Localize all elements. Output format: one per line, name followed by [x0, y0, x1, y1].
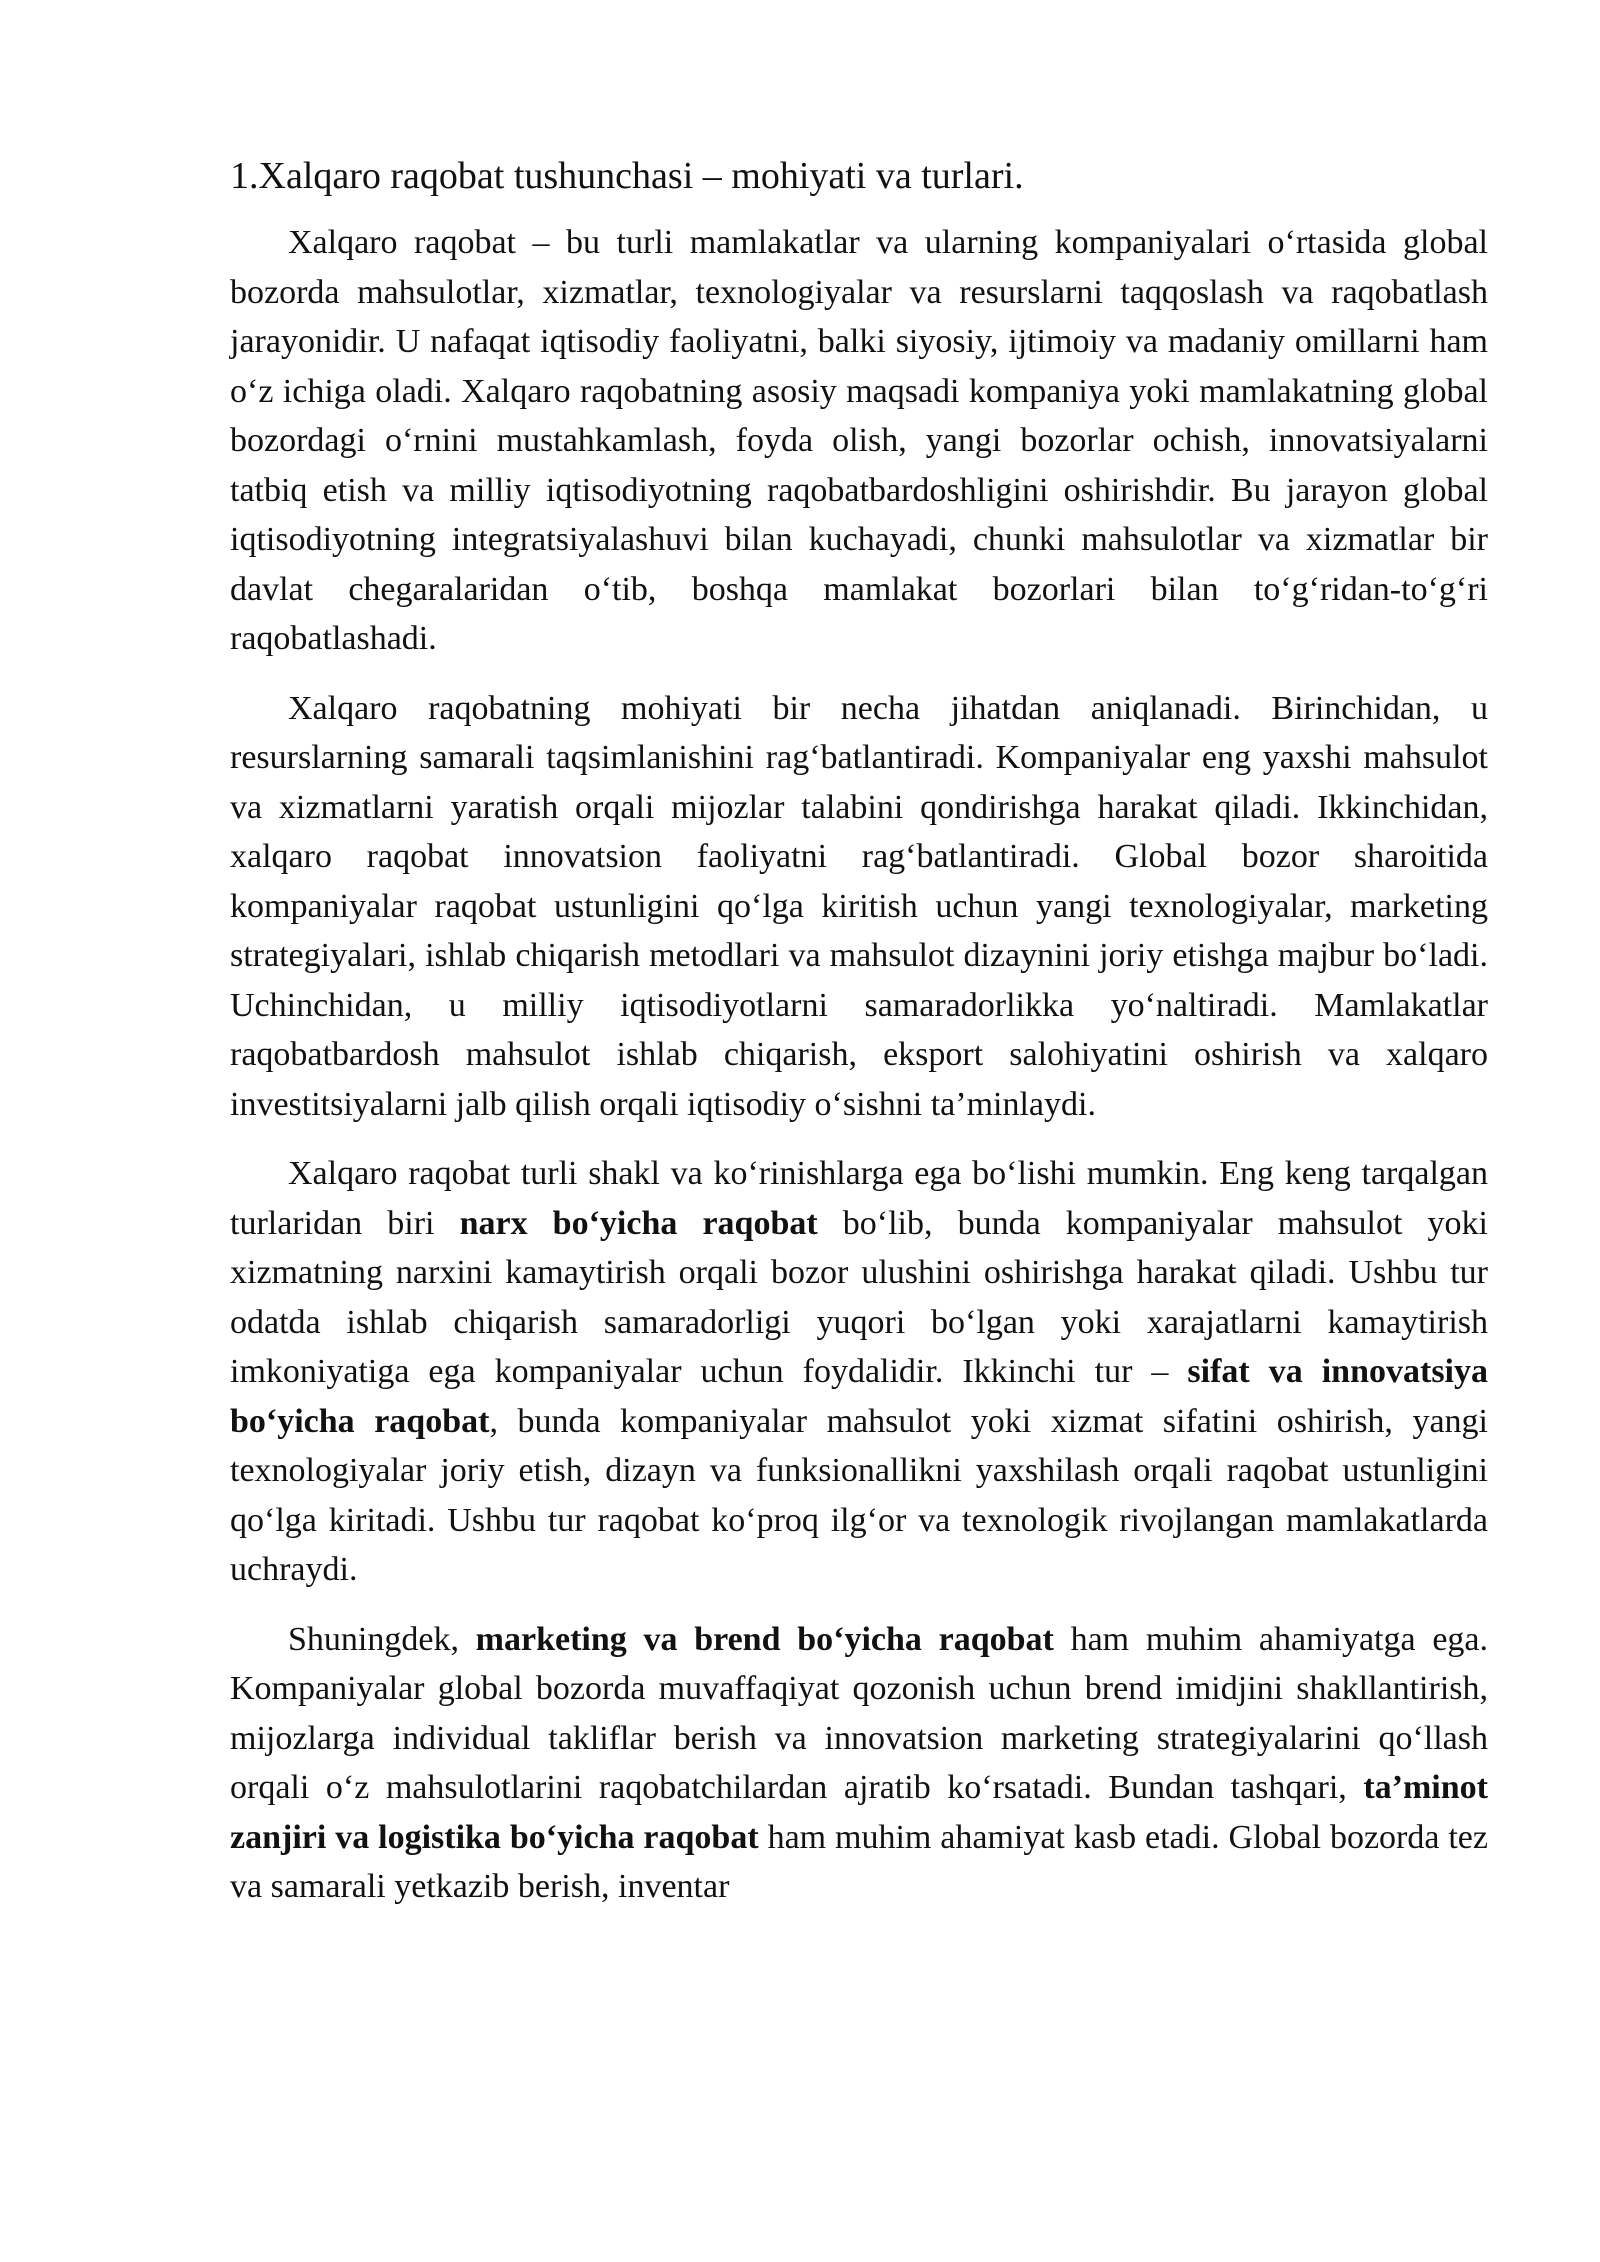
paragraph-types	[230, 1149, 1488, 1595]
term-supply-chain-competition: ta’minot zanjiri va logistika bo‘yicha raqobat	[230, 1769, 1488, 1856]
text-run: Xalqaro raqobat turli shakl va ko‘rinishlarga ega bo‘lishi mumkin. Eng keng tarqalgan turlaridan biri	[230, 1155, 1488, 1242]
text-run: bo‘lib, bunda kompaniyalar mahsulot yoki xizmatning narxini kamaytirish orqali bozor ulushini oshirishga harakat qiladi. Ushbu tur odatda ishlab chiqarish samaradorligi yuqori bo‘lgan yoki xarajatlarni kamaytirish imkoniyatiga ega kompaniyalar uchun foydalidir. Ikkinchi tur –	[230, 1204, 1488, 1390]
paragraph-essence: Xalqaro raqobatning mohiyati bir necha jihatdan aniqlanadi. Birinchidan, u resurslarning samarali taqsimlanishini rag‘batlantiradi. Kompaniyalar eng yaxshi mahsulot va xizmatlarni yaratish orqali mijozlar talabini qondirishga harakat qiladi. Ikkinchidan, xalqaro raqobat innovatsion faoliyatni rag‘batlantiradi. Global bozor sharoitida kompaniyalar raqobat ustunligini qo‘lga kiritish uchun yangi texnologiyalar, marketing strategiyalari, ishlab chiqarish metodlari va mahsulot dizaynini joriy etishga majbur bo‘ladi. Uchinchidan, u milliy iqtisodiyotlarni samaradorlikka yo‘naltiradi. Mamlakatlar raqobatbardosh mahsulot ishlab chiqarish, eksport salohiyatini oshirish va xalqaro investitsiyalarni jalb qilish orqali iqtisodiy o‘sishni ta’minlaydi.	[230, 689, 1488, 1123]
paragraph-definition: Xalqaro raqobat – bu turli mamlakatlar va ularning kompaniyalari o‘rtasida global bozorda mahsulotlar, xizmatlar, texnologiyalar va resurslarni taqqoslash va raqobatlash jarayonidir. U nafaqat iqtisodiy faoliyatni, balki siyosiy, ijtimoiy va madaniy omillarni ham o‘z ichiga oladi. Xalqaro raqobatning asosiy maqsadi kompaniya yoki mamlakatning global bozordagi o‘rnini mustahkamlash, foyda olish, yangi bozorlar ochish, innovatsiyalarni tatbiq etish va milliy iqtisodiyotning raqobatbardoshligini oshirishdir. Bu jarayon global iqtisodiyotning integratsiyalashuvi bilan kuchayadi, chunki mahsulotlar va xizmatlar bir davlat chegaralaridan o‘tib, boshqa mamlakat bozorlari bilan to‘g‘ridan-to‘g‘ri raqobatlashadi.	[230, 224, 1488, 657]
text-run: , bunda kompaniyalar mahsulot yoki xizmat sifatini oshirish, yangi texnologiyalar joriy etish, dizayn va funksionallikni yaxshilash orqali raqobat ustunligini qo‘lga kiritadi. Ushbu tur raqobat ko‘proq ilg‘or va texnologik rivojlangan mamlakatlarda uchraydi.	[230, 1402, 1488, 1588]
paragraph-marketing	[230, 1615, 1488, 1912]
term-marketing-brand-competition: marketing va brend bo‘yicha raqobat	[475, 1620, 1054, 1658]
term-price-competition: narx bo‘yicha raqobat	[459, 1204, 818, 1242]
text-run: Shuningdek,	[288, 1620, 476, 1658]
document-body	[230, 150, 1488, 1932]
section-heading: 1.Xalqaro raqobat tushunchasi – mohiyati va turlari.	[230, 155, 1024, 197]
term-quality-innovation-competition: sifat va innovatsiya bo‘yicha raqobat	[230, 1353, 1488, 1440]
text-run: ham muhim ahamiyat kasb etadi. Global bozorda tez va samarali yetkazib berish, inventar	[230, 1818, 1488, 1905]
text-run: ham muhim ahamiyatga ega. Kompaniyalar global bozorda muvaffaqiyat qozonish uchun brend imidjini shakllantirish, mijozlarga individual takliflar berish va innovatsion marketing strategiyalarini qo‘llash orqali o‘z mahsulotlarini raqobatchilardan ajratib ko‘rsatadi. Bundan tashqari,	[230, 1620, 1489, 1806]
